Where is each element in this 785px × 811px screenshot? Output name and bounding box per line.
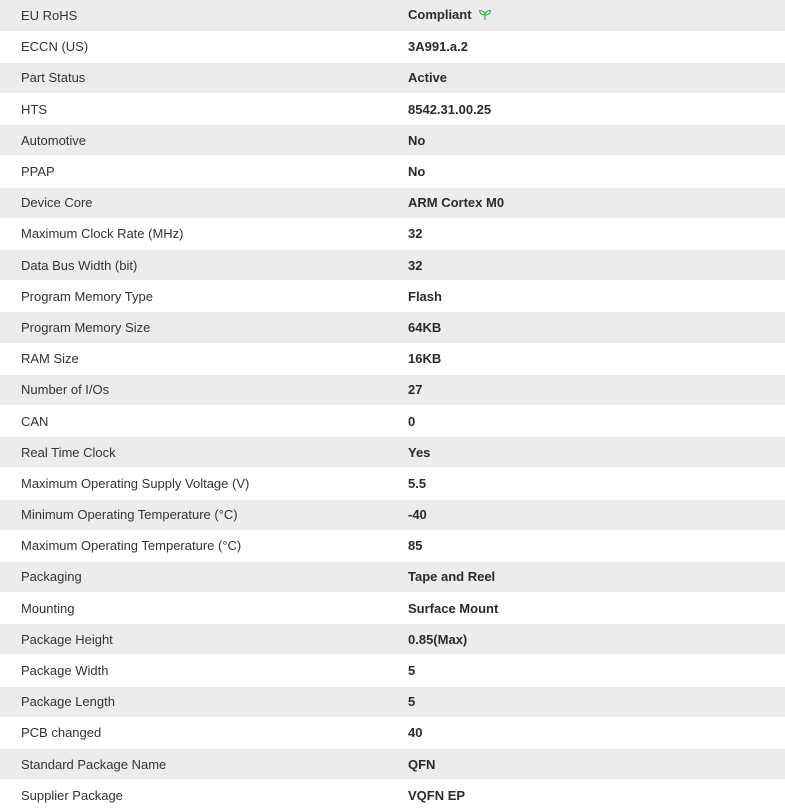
- spec-label: Mounting: [0, 593, 388, 624]
- spec-label: Part Status: [0, 62, 388, 93]
- spec-row-real-time-clock: [0, 437, 785, 468]
- spec-value: VQFN EP: [388, 780, 785, 811]
- spec-row-package-length: [0, 686, 785, 717]
- spec-label: Maximum Clock Rate (MHz): [0, 218, 388, 249]
- leaf-icon: [478, 9, 492, 24]
- spec-label: Number of I/Os: [0, 374, 388, 405]
- spec-row-program-memory-type: [0, 281, 785, 312]
- spec-value: 3A991.a.2: [388, 31, 785, 62]
- spec-value: Compliant: [408, 6, 472, 22]
- spec-label: ECCN (US): [0, 31, 388, 62]
- spec-row-eccn: [0, 31, 785, 62]
- spec-row-package-width: [0, 655, 785, 686]
- spec-label: Standard Package Name: [0, 749, 388, 780]
- spec-value: 32: [388, 250, 785, 281]
- spec-value: 5: [388, 655, 785, 686]
- spec-value: 16KB: [388, 343, 785, 374]
- spec-label: Minimum Operating Temperature (°C): [0, 499, 388, 530]
- spec-row-max-supply-voltage: [0, 468, 785, 499]
- spec-row-max-clock-rate: [0, 218, 785, 249]
- spec-row-eu-rohs: [0, 0, 785, 31]
- spec-label: CAN: [0, 405, 388, 436]
- spec-row-ppap: [0, 156, 785, 187]
- spec-label: Package Height: [0, 624, 388, 655]
- spec-row-package-height: [0, 624, 785, 655]
- spec-value: Surface Mount: [388, 593, 785, 624]
- spec-value: No: [388, 125, 785, 156]
- spec-row-device-core: [0, 187, 785, 218]
- spec-label: EU RoHS: [0, 0, 388, 31]
- spec-label: Program Memory Size: [0, 312, 388, 343]
- spec-label: Supplier Package: [0, 780, 388, 811]
- spec-label: HTS: [0, 94, 388, 125]
- spec-row-part-status: [0, 62, 785, 93]
- spec-row-ram-size: [0, 343, 785, 374]
- spec-label: Maximum Operating Supply Voltage (V): [0, 468, 388, 499]
- spec-row-packaging: [0, 561, 785, 592]
- spec-value: ARM Cortex M0: [388, 187, 785, 218]
- spec-label: RAM Size: [0, 343, 388, 374]
- spec-row-min-operating-temp: [0, 499, 785, 530]
- spec-value: Tape and Reel: [388, 561, 785, 592]
- spec-label: Maximum Operating Temperature (°C): [0, 530, 388, 561]
- spec-value: 64KB: [388, 312, 785, 343]
- spec-row-number-of-ios: [0, 374, 785, 405]
- spec-value: 0.85(Max): [388, 624, 785, 655]
- spec-label: Automotive: [0, 125, 388, 156]
- spec-row-can: [0, 405, 785, 436]
- spec-label: Data Bus Width (bit): [0, 250, 388, 281]
- spec-value: Yes: [388, 437, 785, 468]
- spec-value: QFN: [388, 749, 785, 780]
- spec-row-standard-package-name: [0, 749, 785, 780]
- spec-value-cell: [388, 0, 785, 31]
- spec-value: 8542.31.00.25: [388, 94, 785, 125]
- spec-label: Device Core: [0, 187, 388, 218]
- spec-row-automotive: [0, 125, 785, 156]
- spec-row-mounting: [0, 593, 785, 624]
- spec-label: Package Width: [0, 655, 388, 686]
- spec-value: 27: [388, 374, 785, 405]
- spec-label: Program Memory Type: [0, 281, 388, 312]
- spec-value: 85: [388, 530, 785, 561]
- spec-row-program-memory-size: [0, 312, 785, 343]
- spec-row-hts: [0, 94, 785, 125]
- spec-label: Packaging: [0, 561, 388, 592]
- spec-value: 40: [388, 717, 785, 748]
- spec-label: Real Time Clock: [0, 437, 388, 468]
- spec-row-supplier-package: [0, 780, 785, 811]
- spec-row-pcb-changed: [0, 717, 785, 748]
- spec-value: Flash: [388, 281, 785, 312]
- spec-row-data-bus-width: [0, 250, 785, 281]
- spec-value: No: [388, 156, 785, 187]
- spec-value: 0: [388, 405, 785, 436]
- spec-value: Active: [388, 62, 785, 93]
- spec-value: 5.5: [388, 468, 785, 499]
- spec-value: 5: [388, 686, 785, 717]
- spec-label: Package Length: [0, 686, 388, 717]
- spec-value: -40: [388, 499, 785, 530]
- spec-label: PPAP: [0, 156, 388, 187]
- spec-label: PCB changed: [0, 717, 388, 748]
- spec-value: 32: [388, 218, 785, 249]
- spec-row-max-operating-temp: [0, 530, 785, 561]
